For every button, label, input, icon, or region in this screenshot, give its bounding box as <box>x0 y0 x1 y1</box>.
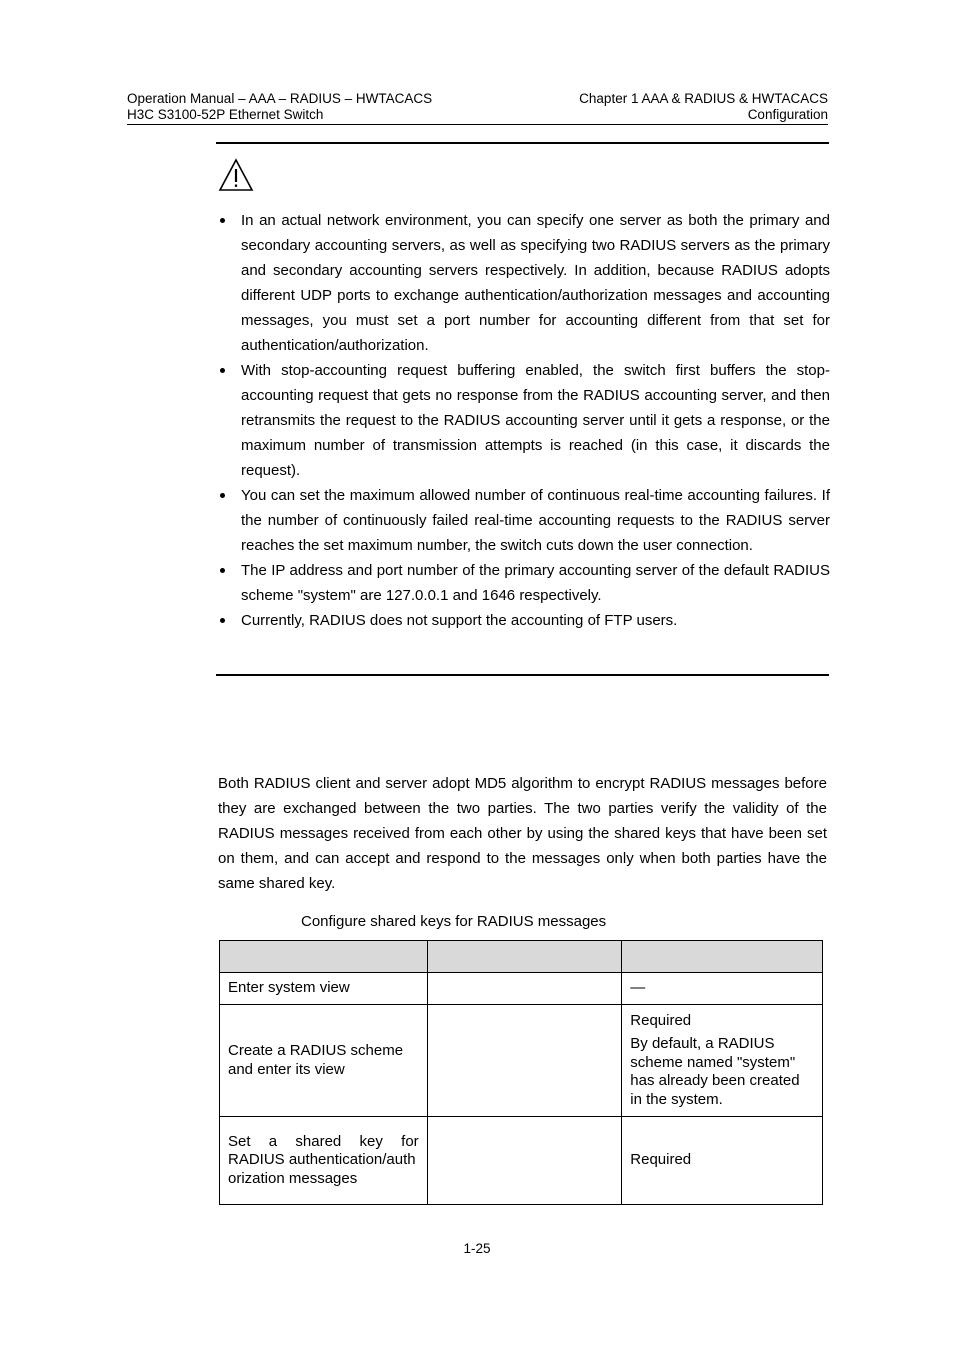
caution-list <box>218 208 830 633</box>
header-cell-operation <box>220 941 428 973</box>
bullet-icon <box>220 618 225 623</box>
section-name: Configuration <box>747 107 828 122</box>
chapter-title: Chapter 1 AAA & RADIUS & HWTACACS <box>579 91 828 106</box>
operation-line: Set a shared key for <box>228 1132 419 1150</box>
header-right <box>579 91 828 123</box>
caution-item: In an actual network environment, you can specify one server as both the primary and secondary accounting servers, as well as specifying two RADIUS servers as the primary and secondary accounting servers respectively. In addition, because RADIUS adopts different UDP ports to exchange authentication/authorization messages and accounting messages, you must set a port number for accounting different from that set for authentication/authorization. <box>218 208 830 358</box>
product-name: H3C S3100-52P Ethernet Switch <box>127 107 324 122</box>
table-header-row <box>220 941 823 973</box>
manual-title: Operation Manual – AAA – RADIUS – HWTACACS <box>127 91 433 106</box>
command-cell <box>427 973 622 1005</box>
bullet-icon <box>220 218 225 223</box>
remarks-cell: Required <box>622 1117 823 1205</box>
header-left <box>127 91 432 123</box>
warning-triangle-icon <box>218 158 254 192</box>
table-row <box>220 1117 823 1205</box>
remarks-note: By default, a RADIUS scheme named "system" has already been created in the system. <box>630 1035 800 1108</box>
table-row <box>220 1005 823 1117</box>
body-paragraph: Both RADIUS client and server adopt MD5 algorithm to encrypt RADIUS messages before they are exchanged between the two parties. The two parties verify the validity of the RADIUS messages received from each other by using the shared keys that have been set on them, and can accept and respond to the messages only when both parties have the same shared key. <box>218 775 827 892</box>
operation-cell <box>220 1117 428 1205</box>
bullet-icon <box>220 568 225 573</box>
bullet-icon <box>220 368 225 373</box>
operation-cell: Create a RADIUS scheme and enter its view <box>220 1005 428 1117</box>
config-table <box>219 940 823 1205</box>
caution-bottom-rule <box>216 674 829 676</box>
caution-item: Currently, RADIUS does not support the accounting of FTP users. <box>218 608 830 633</box>
page-number: 1-25 <box>463 1241 491 1256</box>
table-caption: Configure shared keys for RADIUS messages <box>301 913 607 930</box>
caution-item: The IP address and port number of the primary accounting server of the default RADIUS scheme "system" are 127.0.0.1 and 1646 respectively. <box>218 558 830 608</box>
caution-item: You can set the maximum allowed number of continuous real-time accounting failures. If the number of continuously failed real-time accounting requests to the RADIUS server reaches the set maximum number, the switch cuts down the user connection. <box>218 483 830 558</box>
header-cell-remarks <box>622 941 823 973</box>
caution-top-rule <box>216 142 829 144</box>
operation-line: RADIUS authentication/authorization messages <box>228 1151 416 1187</box>
remarks-required: Required <box>630 1011 692 1029</box>
command-cell <box>427 1117 622 1205</box>
remarks-cell: — <box>622 973 823 1005</box>
operation-cell: Enter system view <box>220 973 428 1005</box>
caution-item: With stop-accounting request buffering enabled, the switch first buffers the stop-accounting request that gets no response from the RADIUS accounting server, and then retransmits the request to the RADIUS accounting server until it gets a response, or the maximum number of transmission attempts is reached (in this case, it discards the request). <box>218 358 830 483</box>
table-row <box>220 973 823 1005</box>
bullet-icon <box>220 493 225 498</box>
header-divider <box>127 124 828 125</box>
header-cell-command <box>427 941 622 973</box>
command-cell <box>427 1005 622 1117</box>
remarks-cell <box>622 1005 823 1117</box>
